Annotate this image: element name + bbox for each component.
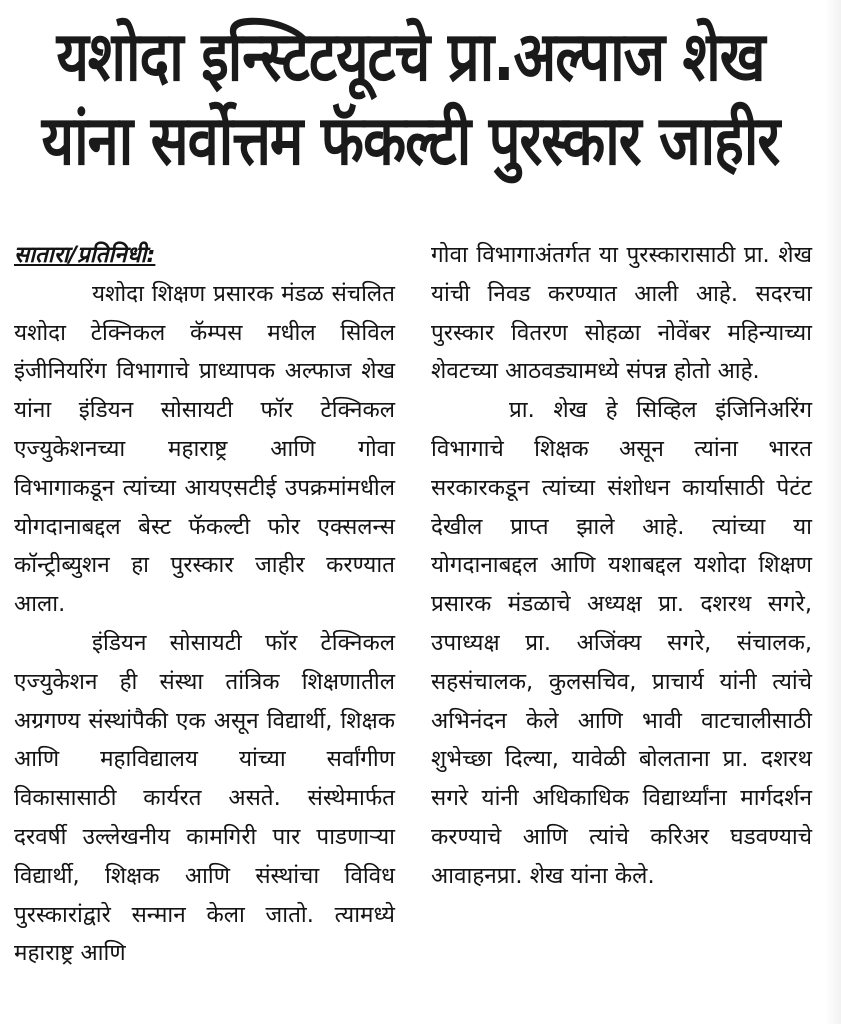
paragraph-3: गोवा विभागाअंतर्गत या पुरस्कारासाठी प्रा. शेख यांची निवड करण्यात आली आहे. सदरचा पुरस्कार वितरण सोहळा नोवेंबर महिन्याच्या शेवटच्या आठवड्यामध्ये संपन्न होतो आहे. <box>431 242 812 385</box>
paragraph-2: इंडियन सोसायटी फॉर टेक्निकल एज्युकेशन ही संस्था तांत्रिक शिक्षणातील अग्रगण्य संस्थांपैकी एक असून विद्यार्थी, शिक्षक आणि महाविद्यालय यांच्या सर्वांगीण विकासासाठी कार्यरत असते. संस्थेमार्फत दरवर्षी उल्लेखनीय कामगिरी पार पाडणाऱ्या विद्यार्थी, शिक्षक आणि संस्थांचा विविध पुरस्कारांद्वारे सन्मान केला जातो. त्यामध्ये महाराष्ट्र आणि <box>14 629 395 967</box>
headline <box>0 18 821 182</box>
right-column <box>431 236 812 973</box>
left-column <box>14 236 395 973</box>
article-body <box>14 236 812 973</box>
page-edge <box>825 0 841 1024</box>
paragraph-1-text: यशोदा शिक्षण प्रसारक मंडळ संचलित यशोदा टेक्निकल कॅम्पस मधील सिविल इंजीनियरिंग विभागाचे प्राध्यापक अल्फाज शेख यांना इंडियन सोसायटी फॉर टेक्निकल एज्युकेशनच्या महाराष्ट्र आणि गोवा विभागाकडून त्यांच्या आयएसटीई उपक्रमांमधील योगदानाबद्दल बेस्ट फॅकल्टी फोर एक्सलन्स कॉन्ट्रीब्युशन हा पुरस्कार जाहीर करण्यात आला. <box>14 280 395 618</box>
dateline: सातारा/प्रतिनिधी: <box>14 242 156 268</box>
paragraph-4: प्रा. शेख हे सिव्हिल इंजिनिअरिंग विभागाचे शिक्षक असून त्यांना भारत सरकारकडून त्यांच्या संशोधन कार्यासाठी पेटंट देखील प्राप्त झाले आहे. त्यांच्या या योगदानाबद्दल आणि यशाबद्दल यशोदा शिक्षण प्रसारक मंडळाचे अध्यक्ष प्रा. दशरथ सगरे, उपाध्यक्ष प्रा. अजिंक्य सगरे, संचालक, सहसंचालक, कुलसचिव, प्राचार्य यांनी त्यांचे अभिनंदन केले आणि भावी वाटचालीसाठी शुभेच्छा दिल्या, यावेळी बोलताना प्रा. दशरथ सगरे यांनी अधिकाधिक विद्यार्थ्यांना मार्गदर्शन करण्याचे आणि त्यांचे करिअर घडवण्याचे आवाहनप्रा. शेख यांना केले. <box>431 397 812 889</box>
headline-line-1: यशोदा इन्स्टिटयूटचे प्रा.अल्पाज शेख <box>56 18 765 98</box>
headline-line-2: यांना सर्वोत्तम फॅकल्टी पुरस्कार जाहीर <box>41 102 780 182</box>
paragraph-1 <box>14 236 395 624</box>
